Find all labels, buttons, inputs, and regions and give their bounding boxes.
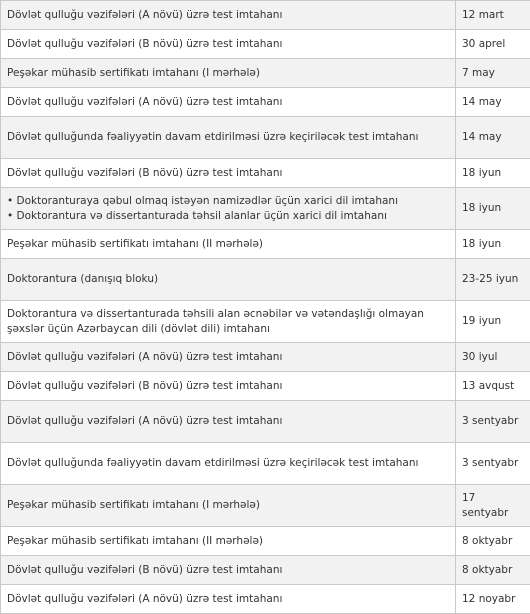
- exam-bullet-item: • Doktorantura və dissertanturada təhsil alanlar üçün xarici dil imtahanı: [7, 209, 449, 224]
- table-row: [1, 401, 530, 443]
- exam-name: Doktorantura (danışıq bloku): [1, 259, 456, 301]
- exam-date: 14 may: [456, 88, 530, 117]
- table-row: [1, 585, 530, 614]
- exam-name: Peşəkar mühasib sertifikatı imtahanı (I mərhələ): [1, 59, 456, 88]
- exam-date: 7 may: [456, 59, 530, 88]
- exam-name: Dövlət qulluğu vəzifələri (A növü) üzrə test imtahanı: [1, 585, 456, 614]
- table-row: [1, 343, 530, 372]
- exam-name: Dövlət qulluğu vəzifələri (B növü) üzrə test imtahanı: [1, 159, 456, 188]
- exam-name: Peşəkar mühasib sertifikatı imtahanı (II mərhələ): [1, 527, 456, 556]
- exam-date: 3 sentyabr: [456, 443, 530, 485]
- table-row: [1, 230, 530, 259]
- exam-date: 30 iyul: [456, 343, 530, 372]
- exam-name: Dövlət qulluğunda fəaliyyətin davam etdirilməsi üzrə keçiriləcək test imtahanı: [1, 117, 456, 159]
- exam-date: 18 iyun: [456, 230, 530, 259]
- exam-date: 8 oktyabr: [456, 556, 530, 585]
- table-row: [1, 556, 530, 585]
- exam-date: 17 sentyabr: [456, 485, 530, 527]
- exam-name: Doktorantura və dissertanturada təhsili alan əcnəbilər və vətəndaşlığı olmayan şəxslər üçün Azərbaycan dili (dövlət dili) imtahanı: [1, 301, 456, 343]
- exam-name: Dövlət qulluğu vəzifələri (A növü) üzrə test imtahanı: [1, 343, 456, 372]
- exam-name: Dövlət qulluğu vəzifələri (B növü) üzrə test imtahanı: [1, 556, 456, 585]
- table-row: [1, 259, 530, 301]
- table-row: [1, 372, 530, 401]
- exam-date: 12 mart: [456, 1, 530, 30]
- table-row: [1, 443, 530, 485]
- exam-name-list: [1, 188, 456, 230]
- exam-date: 14 may: [456, 117, 530, 159]
- table-row: [1, 30, 530, 59]
- exam-name: Peşəkar mühasib sertifikatı imtahanı (I mərhələ): [1, 485, 456, 527]
- table-row: [1, 485, 530, 527]
- exam-date: 3 sentyabr: [456, 401, 530, 443]
- exam-date: 8 oktyabr: [456, 527, 530, 556]
- exam-name: Dövlət qulluğunda fəaliyyətin davam etdirilməsi üzrə keçiriləcək test imtahanı: [1, 443, 456, 485]
- table-row: [1, 1, 530, 30]
- table-row: [1, 117, 530, 159]
- exam-name: Dövlət qulluğu vəzifələri (A növü) üzrə test imtahanı: [1, 401, 456, 443]
- exam-bullet-item: • Doktoranturaya qəbul olmaq istəyən namizədlər üçün xarici dil imtahanı: [7, 194, 449, 209]
- exam-name: Dövlət qulluğu vəzifələri (A növü) üzrə test imtahanı: [1, 88, 456, 117]
- table-row: [1, 527, 530, 556]
- table-row: [1, 59, 530, 88]
- exam-name: Peşəkar mühasib sertifikatı imtahanı (II mərhələ): [1, 230, 456, 259]
- exam-date: 18 iyun: [456, 159, 530, 188]
- exam-name: Dövlət qulluğu vəzifələri (B növü) üzrə test imtahanı: [1, 372, 456, 401]
- exam-name: Dövlət qulluğu vəzifələri (A növü) üzrə test imtahanı: [1, 1, 456, 30]
- table-row: [1, 159, 530, 188]
- exam-date: 12 noyabr: [456, 585, 530, 614]
- table-row: [1, 188, 530, 230]
- exam-date: 18 iyun: [456, 188, 530, 230]
- exam-date: 30 aprel: [456, 30, 530, 59]
- table-row: [1, 301, 530, 343]
- exam-name: Dövlət qulluğu vəzifələri (B növü) üzrə test imtahanı: [1, 30, 456, 59]
- exam-date: 13 avqust: [456, 372, 530, 401]
- table-row: [1, 88, 530, 117]
- exam-date: 23-25 iyun: [456, 259, 530, 301]
- exam-date: 19 iyun: [456, 301, 530, 343]
